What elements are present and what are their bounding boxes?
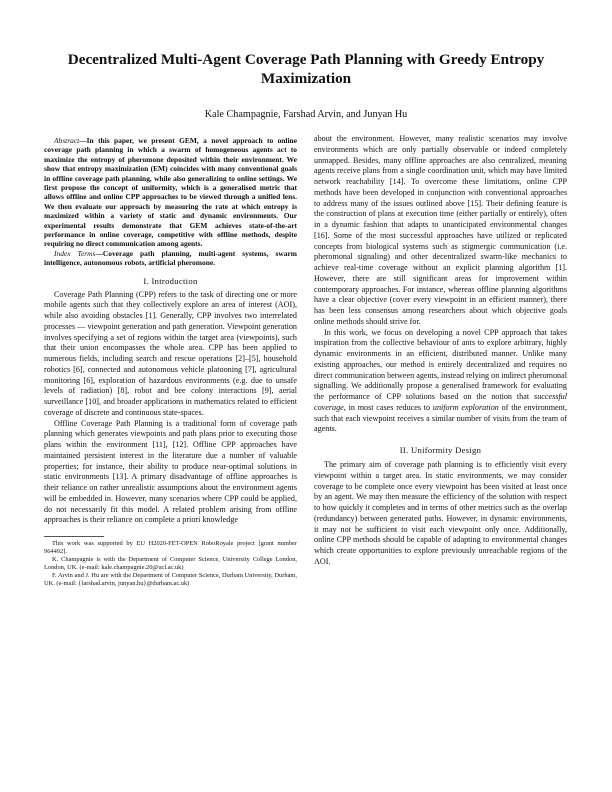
right-column	[314, 134, 567, 568]
intro-paragraph-4-part-c: of the environment, such that each viewpoint receives a similar number of visits from the team of agents.	[314, 402, 568, 434]
intro-paragraph-4-part-a: In this work, we focus on developing a novel CPP approach that takes inspiration from the collective behaviour of ants to explore arbitrary, highly dynamic environments in an efficient, distributed manner. Unlike many existing approaches, our method is entirely decentralized and requires no direct communication between agents, instead relying on indirect pheromonal signalling. We additionally propose a generalised framework for evaluating the performance of CPP solutions based on the notion that	[314, 327, 567, 401]
uniformity-paragraph-1: The primary aim of coverage path planning is to efficiently visit every viewpoint within a target area. In static environments, we may consider coverage to be complete once every viewpoint has been visited at least once by an agent. We may then measure the efficiency of the solution with respect to how quickly it completes and in terms of other metrics such as the overlap (redundancy) between generated paths. However, in dynamic environments, it may not be sufficient to visit each viewpoint only once. Additionally, online CPP methods should be capable of adapting to environmental changes which create opportunities to explore previously unreachable regions of the AOI.	[314, 460, 567, 566]
intro-paragraph-2: Offline Coverage Path Planning is a traditional form of coverage path planning which generates viewpoints and path plans prior to executing those plans within the environment [11], [12]. Offline CPP approaches have maintained persistent interest in the literature due a number of valuable properties; for instance, their ability to produce near-optimal solutions in static environments [13]. A primary disadvantage of offline approaches is their reliance on rather unrealistic assumptions about the environment agents will be embedded in. However, many scenarios where CPP could be applied, do not necessarily fit this model. A related problem arising from offline approaches is their reliance on complete a priori knowledge	[44, 418, 297, 525]
footnote-affiliation-2: F. Arvin and J. Hu are with the Department of Computer Science, Durham University, Durham, UK. (e-mail: {farshad.arvin, junyan.hu}@durham.ac.uk)	[44, 572, 297, 588]
left-column	[44, 136, 297, 588]
abstract-text: —In this paper, we present GEM, a novel approach to online coverage path planning in which a swarm of homogeneous agents act to maximize the entropy of pheromone deposited within their environment. We show that entropy maximization (EM) coincides with many conventional goals in offline coverage path planning, while also generalizing to online settings. We first propose the concept of uniformity, which is a generalised metric that allows offline and online CPP approaches to be viewed through a unified lens. We then evaluate our approach by measuring the rate at which entropy is maximized within a variety of static and dynamic environments. Our experimental results demonstrate that GEM achieves state-of-the-art performance in online coverage, competitive with offline methods, despite requiring no direct communication among agents.	[44, 136, 297, 249]
footnote-divider	[44, 536, 104, 537]
abstract-label: Abstract	[54, 136, 80, 145]
section-heading-introduction: I. Introduction	[143, 275, 198, 286]
emphasis-successful-coverage: successful coverage	[314, 392, 567, 412]
index-terms-label: Index Terms	[54, 248, 96, 258]
abstract	[44, 136, 297, 249]
index-terms	[44, 249, 297, 268]
footnotes	[44, 540, 297, 588]
index-terms-text: —Coverage path planning, multi-agent systems, swarm intelligence, autonomous robots, artificial pheromone.	[44, 248, 297, 268]
intro-paragraph-3: about the environment. However, many realistic scenarios may involve environments which are only partially observable or indeed completely unmapped. Besides, many offline approaches are also centralized, meaning agents receive plans from a single coordination unit, which may have limited network reachability [14]. To overcome these limitations, online CPP methods have been developed in conjunction with conventional approaches to address many of the issues outlined above [15]. Their defining feature is the construction of plans at execution time (either partially or entirely), often in a dynamic fashion that adapts to unanticipated environmental changes [16]. Some of the most successful approaches have utilized or replicated concepts from biological systems such as stigmergic communication (i.e. pheromonal signaling) and other decentralized swarm-like mechanics to achieve real-time coverage without an explicit planning algorithm [1]. However, there are still significant areas for improvement within contemporary approaches. For instance, whereas offline planning algorithms have a clear objective (cover every viewpoint in an efficient manner), there has been less consensus among researchers about which objective goals online methods should strive for.	[314, 134, 567, 326]
footnote-funding: This work was supported by EU H2020-FET-OPEN RoboRoyale project [grant number 964492].	[44, 540, 297, 556]
footnote-affiliation-1: K. Champagnie is with the Department of Computer Science, University College London, London, UK. (e-mail: kale.champagnie.20@ucl.ac.uk)	[44, 556, 297, 572]
intro-paragraph-1: Coverage Path Planning (CPP) refers to the task of directing one or more mobile agents such that they collectively explore an area of interest (AOI), while also avoiding obstacles [1]. Generally, CPP involves two interrelated processes — viewpoint generation and path generation. Viewpoint generation involves specifying a set of regions within the target area (viewpoints), such that their union encompasses the whole area. CPP has been applied to numerous fields, including search and rescue operations [2]–[5], household robotics [6], connected and autonomous vehicle platooning [7], agricultural monitoring [6], exploration of hazardous environments (e.g. due to unsafe levels of radiation) [8], robot and bee colony interactions [9], aerial surveillance [10], and broader applications in mathematics related to efficient coverage of discrete and continuous state-spaces.	[44, 289, 297, 417]
paper-title: Decentralized Multi-Agent Coverage Path Planning with Greedy Entropy Maximization	[67, 51, 545, 87]
intro-paragraph-4-part-b: , in most cases reduces to	[343, 402, 433, 412]
section-heading-uniformity-design: II. Uniformity Design	[399, 445, 482, 455]
intro-paragraph-4	[314, 328, 567, 436]
author-list: Kale Champagnie, Farshad Arvin, and Junyan Hu	[204, 109, 408, 120]
emphasis-uniform-exploration: uniform exploration	[432, 402, 499, 412]
